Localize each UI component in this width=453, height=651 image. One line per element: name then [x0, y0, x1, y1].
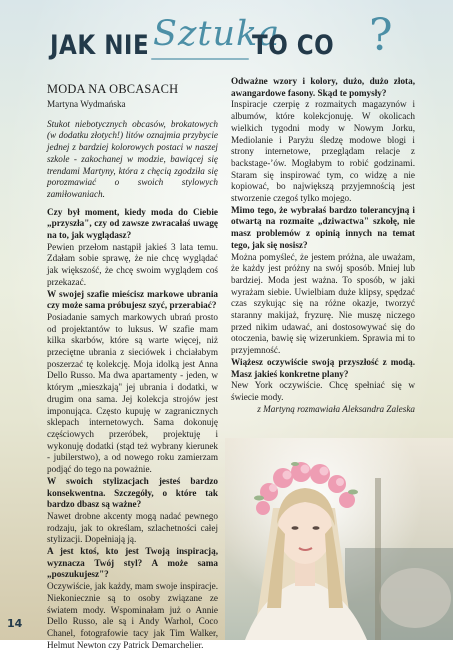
answer: Nawet drobne akcenty mogą nadać pewnego rodzaju, jak to określam, szlachetności całej stylizacji. Dopełniają ją. — [47, 510, 218, 545]
header-script-word: Sztuka — [153, 14, 281, 54]
header-word-2: TO CO — [252, 31, 335, 61]
question: A jest ktoś, kto jest Twoją inspiracją, wyznacza Twój styl? A może sama „poszukujesz"? — [47, 546, 218, 580]
answer: Oczywiście, jak każdy, mam swoje inspiracje. Niekoniecznie są to osoby związane ze światem mody. Wspominałam już o Annie Dello Russo, ale są i Andy Warhol, Coco Chanel, fotografowie tacy jak Tim Walker, Helmut Newton czy Patrick Demarchelier. — [47, 581, 218, 650]
header-word-1: JAK NIE — [50, 31, 150, 61]
page-number: 14 — [7, 617, 23, 630]
left-column — [47, 80, 218, 651]
article-lead: Stukot niebotycznych obcasów, brokatowych (w dodatku złotych!) litów oznajmia przybycie jednej z bardziej kolorowych postaci w naszej szkole - zakochanej w modzie, bawiącej się trendami Martyny, która z chęcią zgodziła się porozmawiać o swoich stylowych zamiłowaniach. — [47, 118, 218, 199]
question: Wiążesz oczywiście swoją przyszłość z modą. Masz jakieś konkretne plany? — [231, 356, 415, 379]
column-header — [0, 0, 453, 72]
answer: Posiadanie samych markowych ubrań prosto od projektantów to luksus. W szafie mam kilka skarbów, które są warte więcej, niż przeciętne ubrania z sieciówek i chciałabym poszerzać tę kolekcję. Moja idolką jest Anna Dello Russo. Ma dwa apartamenty - jeden, w którym „mieszkają" jej ubrania i dodatki, w drugim ona sama. Jej kolekcja strojów jest imponująca. Często kupuję w zagranicznych sklepach internetowych. Sama dokonuję częściowych przeróbek, projektuję i wykonuję dodatki (stąd też wybrany kierunek - jubilerstwo), a od nowego roku zamierzam podjąć do tego na poważnie. — [47, 311, 218, 475]
right-column — [231, 76, 415, 415]
answer: Inspiracje czerpię z rozmaitych magazynów i albumów, które kolekcjonuję. W okolicach wielkich tygodni mody w Nowym Jorku, Mediolanie i Paryżu śledzę modowe blogi i strony internetowe, przeglądam relacje z backstage-’ów. Mogłabym to robić godzinami. Staram się inspirować tym, co widzę a nie kopiować, bo największą przyjemnością jest stworzenie czegoś tylko mojego. — [231, 99, 415, 204]
answer: New York oczywiście. Chcę spełniać się w świecie mody. — [231, 380, 415, 402]
portrait-photo — [225, 438, 453, 640]
question: Odważne wzory i kolory, dużo, dużo złota, awangardowe fasony. Skąd te pomysły? — [231, 76, 415, 98]
answer: Można pomyśleć, że jestem próżna, ale uważam, że każdy jest próżny na swój sposób. Mniej lub bardziej. Moda jest ważna. To sposób, w jaki wyrażam siebie. Uwielbiam duże klipsy, spędzać czas szykując się na różne okazje, tworzyć staranny makijaż, fryzurę. Nie muszę niczego przed nikim udawać, ani dostosowywać się do otoczenia, bawię się wizerunkiem. Sprawia mi to przyjemność. — [231, 251, 415, 356]
question: W swojej szafie mieścisz markowe ubrania czy może sama próbujesz szyć, przerabiać? — [47, 288, 218, 311]
interview-signature: z Martyną rozmawiała Aleksandra Zaleska — [257, 403, 415, 414]
question: Mimo tego, że wybrałaś bardzo tolerancyjną i otwartą na rozmaite „dziwactwa" szkołę, nie masz problemów z opinią innych na temat tego, jak się nosisz? — [231, 204, 415, 250]
article-author: Martyna Wydmańska — [47, 99, 126, 109]
answer: Pewien przełom nastąpił jakieś 3 lata temu. Zdałam sobie sprawę, że nie chcę wyglądać jak większość, że chcę swoim wyglądem coś przekazać. — [47, 241, 218, 287]
question: Czy był moment, kiedy moda do Ciebie „przyszła", czy od zawsze zwracałaś uwagę na to, jak wyglądasz? — [47, 206, 218, 241]
article-title: MODA NA OBCASACH — [47, 82, 179, 96]
header-underline — [151, 58, 249, 60]
portrait-illustration — [225, 438, 453, 640]
header-question-mark: ? — [369, 10, 393, 61]
question: W swoich stylizacjach jesteś bardzo konsekwentna. Szczegóły, o które tak bardzo dbasz są ważne? — [47, 475, 218, 510]
